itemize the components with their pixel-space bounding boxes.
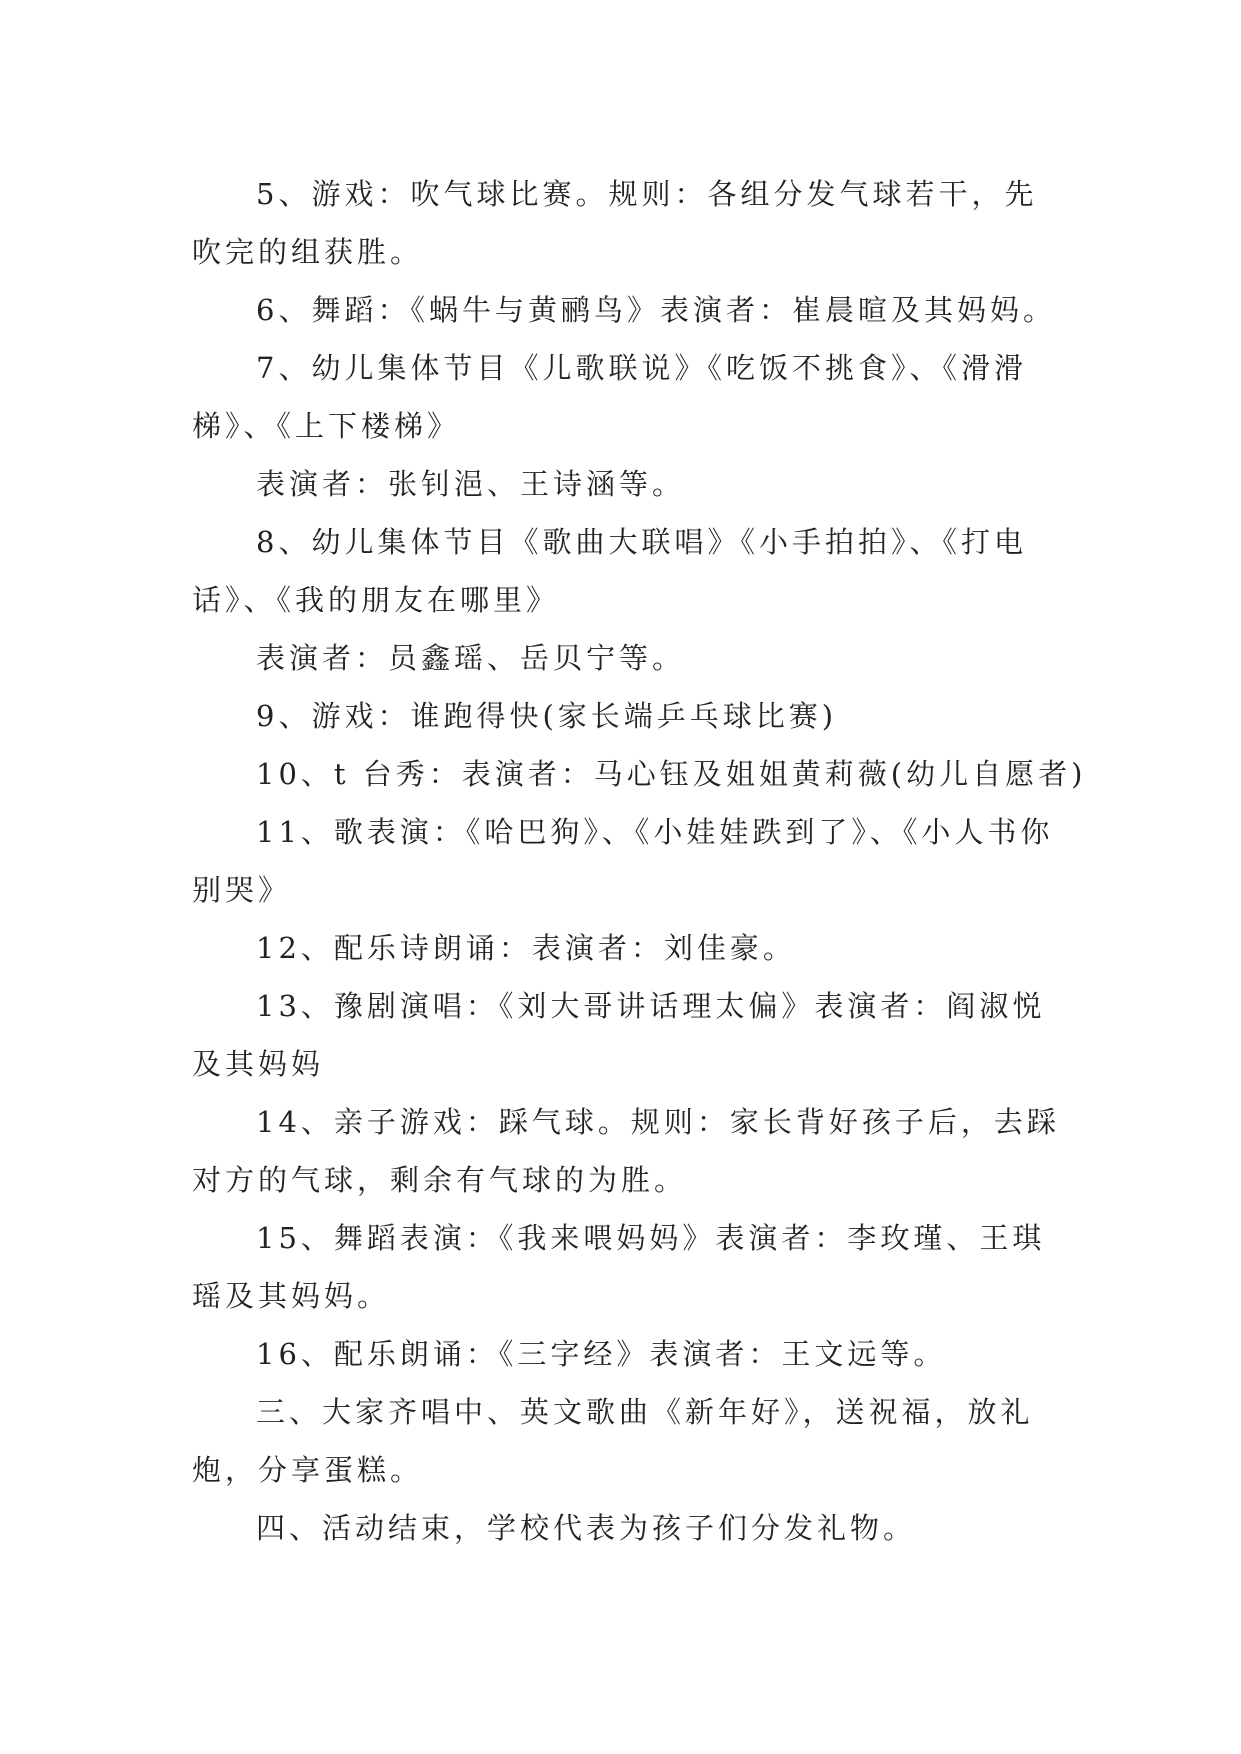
text-line: 吹完的组获胜。 [192,235,424,269]
text-line: 11、歌表演：《哈巴狗》、《小娃娃跌到了》、《小人书你 [256,815,1054,849]
section-four [192,1499,1072,1557]
section-three [192,1383,1072,1499]
text-line: 15、舞蹈表演：《我来喂妈妈》表演者：李玫瑾、王琪 [256,1221,1046,1255]
program-item-12 [192,919,1072,977]
text-line: 6、舞蹈：《蜗牛与黄鹂鸟》表演者：崔晨暄及其妈妈。 [256,293,1056,327]
program-item-10 [192,745,1087,803]
text-line: 7、幼儿集体节目《儿歌联说》《吃饭不挑食》、《滑滑 [256,351,1027,385]
text-line: 表演者：张钊浥、王诗涵等。 [256,467,686,501]
text-line: 5、游戏：吹气球比赛。规则：各组分发气球若干，先 [256,177,1038,211]
program-item-11 [192,803,1072,919]
program-item-9 [192,687,1072,745]
text-line: 16、配乐朗诵：《三字经》表演者：王文远等。 [256,1337,947,1371]
text-line: 别哭》 [192,873,292,907]
text-line: 瑶及其妈妈。 [192,1279,391,1313]
text-line: 话》、《我的朋友在哪里》 [192,583,560,617]
program-item-5 [192,165,1072,281]
program-item-7 [192,339,1072,455]
text-line: 四、活动结束，学校代表为孩子们分发礼物。 [256,1511,917,1545]
text-line: 8、幼儿集体节目《歌曲大联唱》《小手拍拍》、《打电 [256,525,1027,559]
program-item-15 [192,1209,1072,1325]
program-item-14 [192,1093,1072,1209]
program-item-7-performers [192,455,1072,513]
program-item-8 [192,513,1072,629]
text-line: 14、亲子游戏：踩气球。规则：家长背好孩子后，去踩 [256,1105,1060,1139]
text-line: 9、游戏：谁跑得快(家长端乒乓球比赛) [256,699,838,733]
text-line: 三、大家齐唱中、英文歌曲《新年好》，送祝福，放礼 [256,1395,1034,1429]
program-item-8-performers [192,629,1072,687]
program-item-13 [192,977,1072,1093]
text-line: 13、豫剧演唱：《刘大哥讲话理太偏》表演者：阎淑悦 [256,989,1046,1023]
text-line: 12、配乐诗朗诵：表演者：刘佳豪。 [256,931,796,965]
text-line: 表演者：员鑫瑶、岳贝宁等。 [256,641,686,675]
text-line: 炮，分享蛋糕。 [192,1453,424,1487]
program-item-16 [192,1325,1072,1383]
program-item-6 [192,281,1072,339]
text-line: 梯》、《上下楼梯》 [192,409,461,443]
document-body [192,165,1087,1557]
text-line: 10、t 台秀：表演者：马心钰及姐姐黄莉薇(幼儿自愿者) [256,757,1087,791]
text-line: 对方的气球，剩余有气球的为胜。 [192,1163,688,1197]
text-line: 及其妈妈 [192,1047,325,1081]
